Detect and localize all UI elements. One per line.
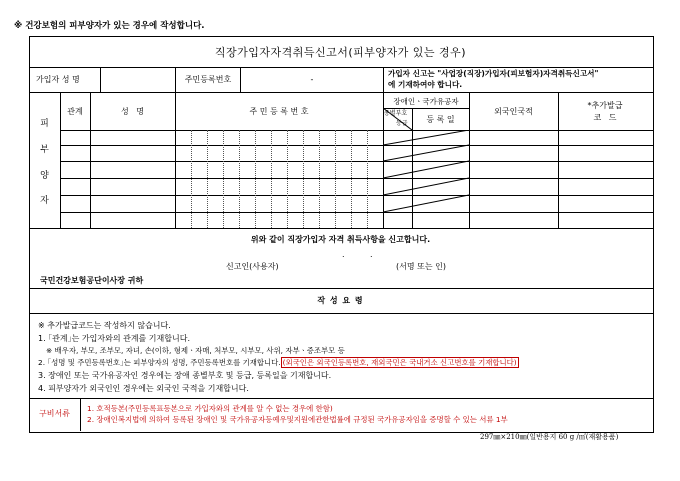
col-issue-code-line1: *추가발급	[587, 101, 623, 110]
subscriber-name-field[interactable]	[101, 68, 174, 91]
top-note: ※ 건강보험의 피부양자가 있는 경우에 작성합니다.	[14, 21, 205, 31]
type-grade-split	[383, 108, 412, 130]
col-name: 성 명	[120, 107, 145, 116]
signature-label[interactable]: (서명 또는 인)	[396, 262, 446, 271]
col-type-code: 종별부호	[384, 110, 408, 117]
guide-item4: 4. 피부양자가 외국인인 경우에는 외국인 국적을 기재합니다.	[38, 384, 249, 393]
guide-title: 작 성 요 령	[317, 296, 364, 305]
guide-item1-sub: ※ 배우자, 부모, 조부모, 자녀, 손(이하, 형제ㆍ자매, 처부모, 시부모, 사위, 자부ㆍ증조부모 등	[46, 346, 345, 355]
recipient: 국민건강보험공단이사장 귀하	[40, 276, 144, 285]
guide-item2	[38, 359, 519, 366]
footer-note: 297㎜×210㎜(일반용지 60 g /㎡(재활용품)	[480, 433, 619, 441]
col-foreigner: 외국인국적	[494, 107, 533, 116]
col-disability-group: 장애인ㆍ국가유공자	[393, 97, 459, 106]
subscriber-name-label: 가입자 성 명	[36, 75, 80, 84]
side-label-3: 양	[40, 171, 49, 181]
col-rrn: 주 민 등 록 번 호	[249, 107, 309, 116]
table-row[interactable]	[61, 179, 652, 194]
table-row[interactable]	[61, 162, 652, 177]
notice-line2: 에 기재하여야 합니다.	[388, 80, 463, 89]
col-issue-code-line2: 코 드	[593, 113, 617, 122]
guide-item1: 1. ｢관계｣는 가입자와의 관계를 기재합니다.	[38, 334, 190, 343]
attachments-line2: 2. 장애인복지법에 의하여 등록된 장애인 및 국가유공자등예우및지원에관한법률에 규정된 국가유공자임을 증명할 수 있는 서류 1부	[87, 415, 508, 424]
guide-note: ※ 추가발급코드는 작성하지 않습니다.	[38, 321, 171, 330]
date-dots[interactable]: . .	[342, 250, 373, 259]
table-row[interactable]	[61, 196, 652, 211]
side-label-4: 자	[40, 196, 49, 206]
col-grade: 등급	[396, 120, 408, 127]
rrn-dash[interactable]: -	[310, 75, 314, 84]
guide-item2-highlight: (외국인은 외국인등록번호, 재외국민은 국내거소 신고번호를 기재합니다)	[282, 358, 517, 367]
side-label-1: 피	[40, 119, 49, 129]
reporter-label: 신고인(사용자)	[226, 262, 279, 271]
table-row[interactable]	[61, 146, 652, 160]
notice-line1: 가입자 신고는 "사업장(직장)가입자(피보험자)자격취득신고서"	[388, 69, 599, 78]
col-reg-date: 등 록 일	[426, 115, 455, 124]
attachments-label: 구비서류	[39, 409, 70, 418]
guide-item2-text: 2. ｢성명 및 주민등록번호｣는 피부양자의 성명, 주민등록번호를 기재합니다.	[38, 358, 281, 367]
table-row[interactable]	[61, 131, 652, 144]
form-title: 직장가입자자격취득신고서(피부양자가 있는 경우)	[214, 46, 467, 59]
attachments-line1: 1. 호적등본(주민등록표등본으로 가입자와의 관계를 알 수 없는 경우에 한함)	[87, 404, 333, 413]
side-label-2: 부	[40, 145, 49, 155]
rrn-label: 주민등록번호	[184, 75, 232, 84]
col-relation: 관계	[67, 107, 83, 116]
declaration-statement: 위와 같이 직장가입자 자격 취득사항을 신고합니다.	[250, 235, 431, 244]
guide-item3: 3. 장애인 또는 국가유공자인 경우에는 장애 종별부호 및 등급, 등록일을 기재합니다.	[38, 371, 332, 380]
